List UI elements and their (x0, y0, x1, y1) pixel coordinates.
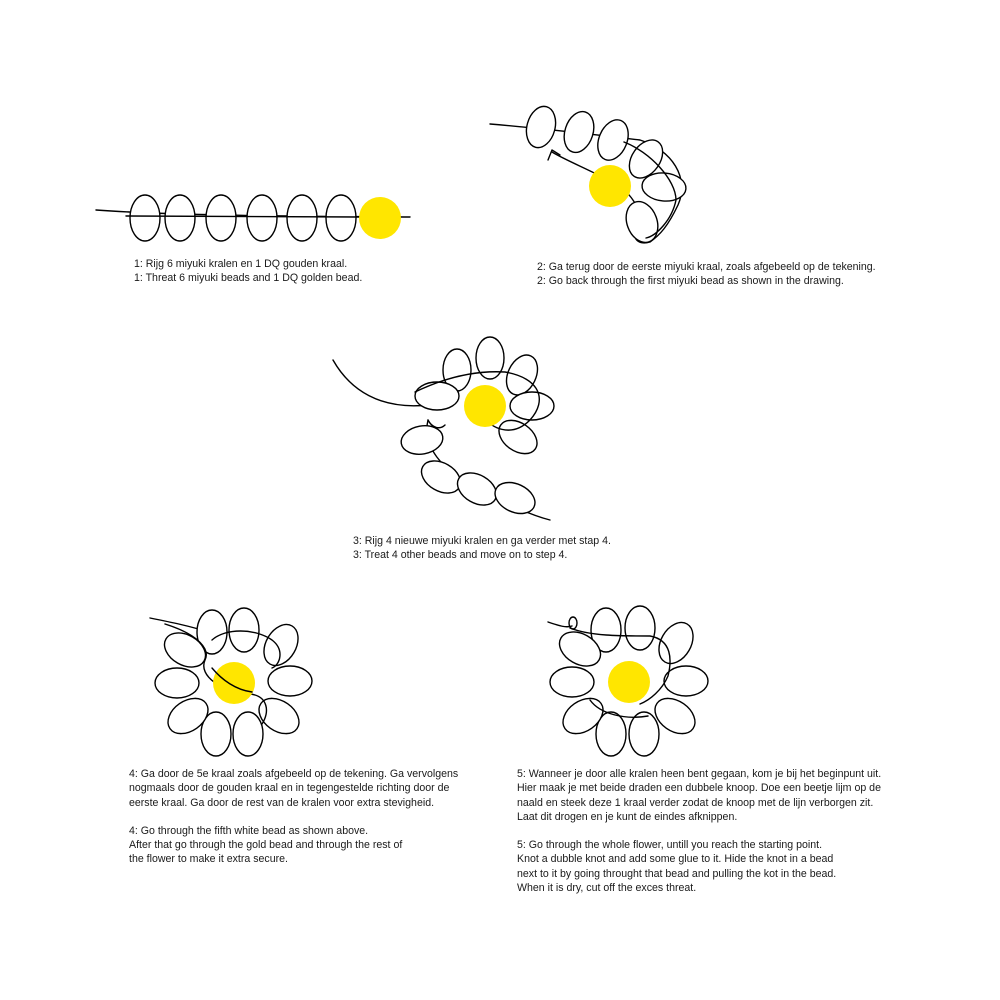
step-3-caption-dutch: 3: Rijg 4 nieuwe miyuki kralen en ga verder met stap 4. (353, 535, 611, 547)
step-1-bead-1 (130, 195, 160, 241)
step-4-dutch-line-2: nogmaals door de gouden kraal en in tegengestelde richting door de (129, 782, 450, 795)
step-5-english-line-4: When it is dry, cut off the exces threat. (517, 882, 697, 895)
step-3-bead-5 (493, 413, 543, 460)
step-5-bead-3 (652, 616, 700, 669)
step-5-english-line-3: next to it by going throught that bead and pulling the kot in the bead. (517, 867, 837, 880)
step-4-bead-4 (268, 666, 312, 696)
step-1-bead-4 (247, 195, 277, 241)
step-3-caption (353, 534, 611, 563)
step-1-bead-5 (287, 195, 317, 241)
step-3-caption-english: 3: Treat 4 other beads and move on to step 4. (353, 549, 568, 562)
step-5-gold-bead (608, 661, 650, 703)
step-1-caption-dutch: 1: Rijg 6 miyuki kralen en 1 DQ gouden kraal. (134, 258, 348, 270)
step-3-thread-start (333, 360, 428, 406)
step-4-bead-2 (229, 608, 259, 652)
step-3-bead-8 (416, 454, 466, 499)
step-1-bead-3 (206, 195, 236, 241)
step-2-bead-3 (592, 115, 634, 164)
step-4-dutch-line-3: eerste kraal. Ga door de rest van de kralen voor extra stevigheid. (129, 796, 435, 809)
step-4-english-line-1: 4: Go through the fifth white bead as shown above. (129, 824, 369, 837)
step-5-illustration (548, 606, 708, 756)
step-2-caption-english: 2: Go back through the first miyuki bead as shown in the drawing. (537, 275, 844, 288)
step-1-bead-2 (165, 195, 195, 241)
step-4-bead-3 (257, 618, 305, 671)
step-4-english-line-3: the flower to make it extra secure. (129, 853, 288, 866)
step-3-bead-6 (415, 382, 459, 410)
step-3-bead-9 (452, 466, 502, 511)
step-1-caption-english: 1: Threat 6 miyuki beads and 1 DQ golden bead. (134, 272, 363, 285)
step-1-bead-6 (326, 195, 356, 241)
step-5-knot (569, 617, 577, 629)
step-3-illustration (333, 337, 554, 520)
step-3-bead-10 (490, 476, 540, 519)
step-4-caption (129, 767, 458, 867)
step-2-caption-dutch: 2: Ga terug door de eerste miyuki kraal, zoals afgebeeld op de tekening. (537, 261, 876, 273)
step-4-gold-bead (213, 662, 255, 704)
step-1-gold-bead (359, 197, 401, 239)
step-4-bead-6 (233, 712, 263, 756)
step-5-dutch-line-3: naald en steek deze 1 kraal verder zodat de knoop met de lijn verborgen zit. (517, 796, 874, 809)
step-3-bead-4 (510, 392, 554, 420)
step-1-thread-through (126, 216, 360, 217)
step-5-english-line-2: Knot a dubble knot and add some glue to it. Hide the knot in a bead (517, 853, 834, 866)
step-5-dutch-line-4: Laat dit drogen en je kunt de eindes afknippen. (517, 810, 738, 823)
step-2-bead-6 (621, 197, 664, 247)
step-5-dutch-line-1: 5: Wanneer je door alle kralen heen bent gegaan, kom je bij het beginpunt uit. (517, 768, 882, 780)
step-3-gold-bead (464, 385, 506, 427)
step-2-caption (537, 260, 876, 289)
step-5-caption (517, 767, 881, 895)
step-1-caption (134, 257, 362, 286)
step-5-bead-4 (664, 666, 708, 696)
step-5-bead-9 (550, 667, 594, 697)
step-5-english-line-1: 5: Go through the whole flower, untill you reach the starting point. (517, 839, 823, 852)
step-4-illustration (150, 608, 312, 756)
step-5-bead-6 (629, 712, 659, 756)
step-2-bead-2 (559, 108, 599, 157)
step-5-bead-2 (625, 606, 655, 650)
step-2-gold-bead (589, 165, 631, 207)
step-4-bead-9 (155, 668, 199, 698)
step-4-english-line-2: After that go through the gold bead and through the rest of (129, 839, 403, 852)
step-5-dutch-line-2: Hier maak je met beide draden een dubbele knoop. Doe een beetje lijm op de (517, 782, 881, 795)
step-4-dutch-line-1: 4: Ga door de 5e kraal zoals afgebeeld op de tekening. Ga vervolgens (129, 768, 459, 780)
step-1-illustration (96, 195, 410, 241)
step-2-bead-1 (522, 103, 560, 151)
step-2-illustration (490, 103, 687, 247)
